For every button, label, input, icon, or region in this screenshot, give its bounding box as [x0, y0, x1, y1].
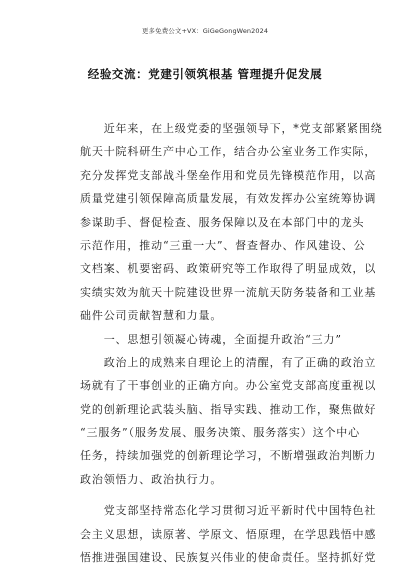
text-line: 示范作用，推动“三重一大”、督查督办、作风建设、公 [80, 238, 366, 252]
paragraph [80, 117, 383, 328]
text-line: 参谋助手、督促检查、服务保障以及在本部门中的龙头 [80, 215, 365, 229]
paragraph [80, 499, 377, 569]
text-line: 政治领悟力、政治执行力。 [80, 472, 223, 486]
section-heading [80, 328, 348, 351]
text-line: 会主义思想，读原著、学原文、悟原理，在学思践悟中感 [80, 527, 377, 541]
text-line: 础件公司贡献智慧和力量。 [80, 309, 223, 323]
text-line: 党支部坚持常态化学习贯彻习近平新时代中国特色社 [80, 504, 377, 518]
text-line: 任务，持续加强党的创新理论学习，不断增强政治判断力 [80, 449, 377, 463]
text-line: 政治上的成熟来自理论上的清醒，有了正确的政治立 [80, 355, 377, 369]
text-line: 质量党建引领保障高质量发展，有效发挥办公室统筹协调 [80, 192, 377, 206]
text-line: 实绩实效为航天十院建设世界一流航天防务装备和工业基 [80, 285, 377, 299]
text-line: 场就有了干事创业的正确方向。办公室党支部高度重视以 [80, 379, 377, 393]
text-line: 悟推进强国建设、民族复兴伟业的使命责任。坚持抓好党 [80, 551, 377, 565]
text-line: 文档案、机要密码、政策研究等工作取得了明显成效，以 [80, 262, 377, 276]
text-line: 一、思想引领凝心铸魂，全面提升政治“三力” [80, 332, 342, 346]
text-line: 近年来，在上级党委的坚强领导下，*党支部紧紧围绕 [80, 122, 383, 135]
text-line: “三服务”（服务发展、服务决策、服务落实）这个中心 [80, 426, 360, 440]
text-line: 航天十院科研生产中心工作，结合办公室业务工作实际， [80, 145, 377, 159]
text-line: 充分发挥党支部战斗堡垒作用和党员先锋模范作用，以高 [80, 168, 377, 182]
document-title: 经验交流：党建引领筑根基 管理提升促发展 [87, 67, 323, 81]
header-note: 更多免费公文+VX：GiGeGongWen2024 [141, 27, 269, 35]
paragraph [80, 351, 377, 491]
document-body [80, 117, 383, 569]
paragraph-gap [80, 491, 348, 499]
text-line: 党的创新理论武装头脑、指导实践、推动工作，聚焦做好 [80, 402, 377, 416]
